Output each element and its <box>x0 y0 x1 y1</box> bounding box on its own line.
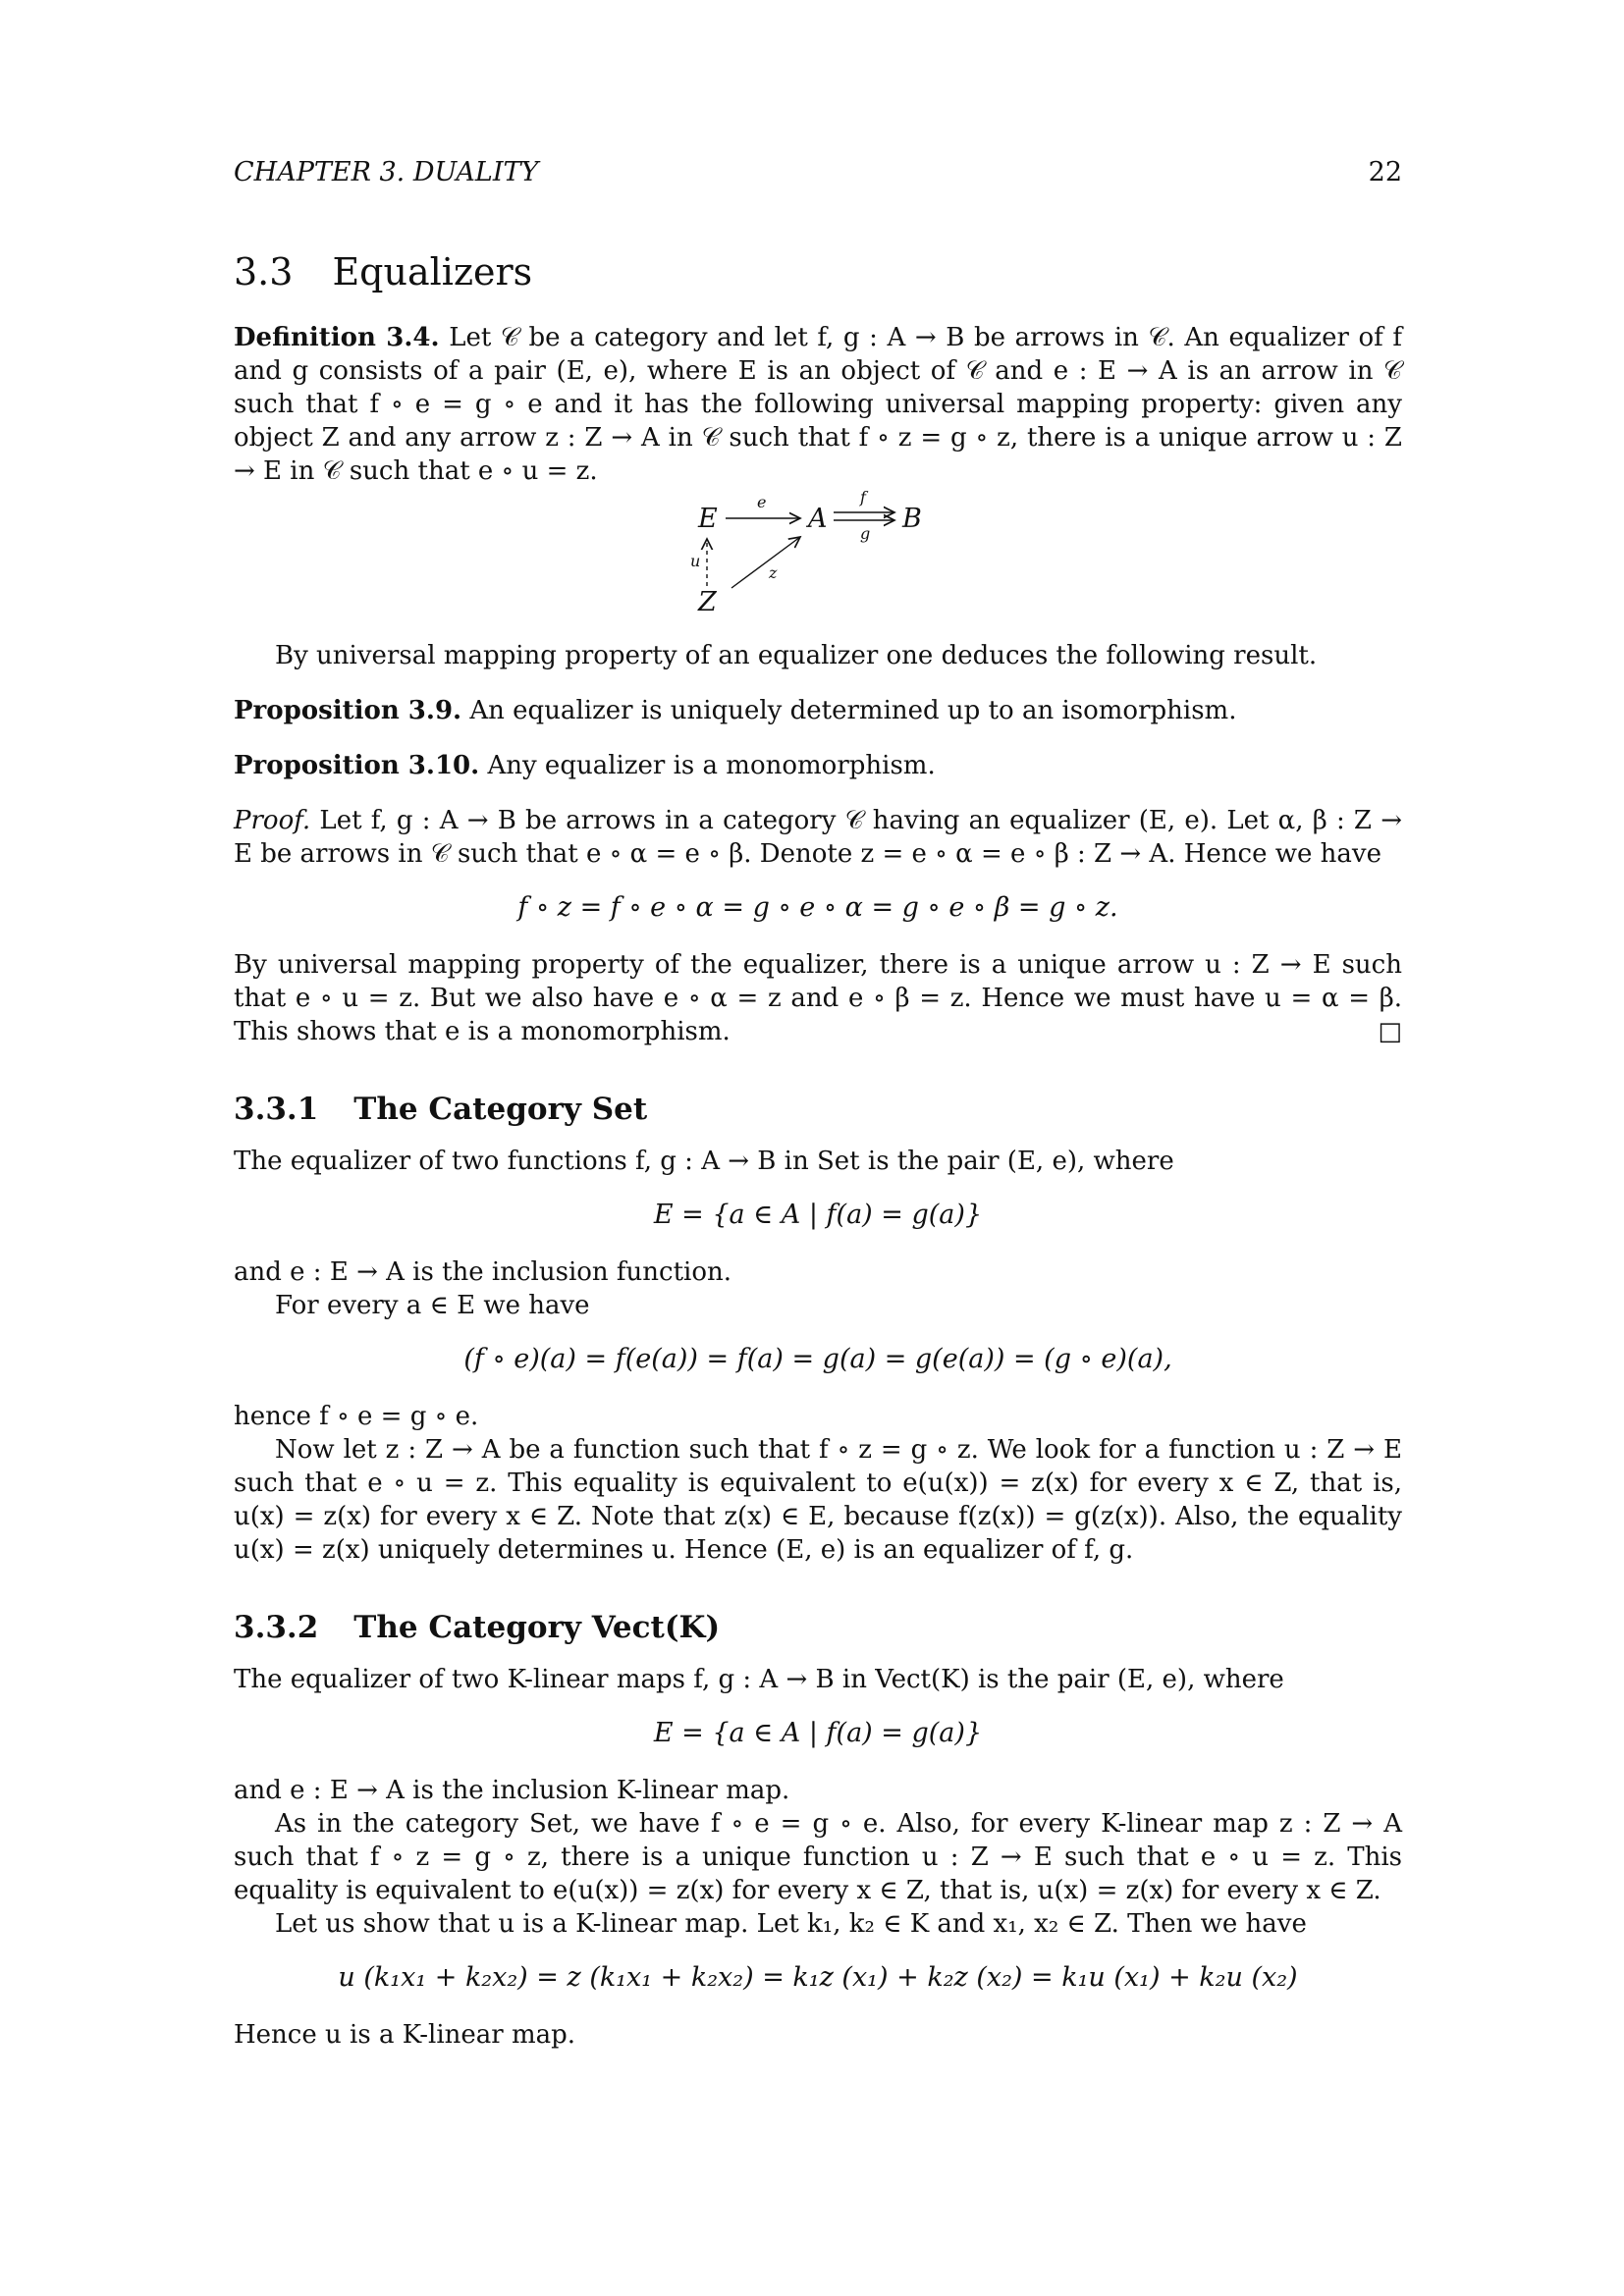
vect-linearity-intro: Let us show that u is a K-linear map. Let k₁, k₂ ∈ K and x₁, x₂ ∈ Z. Then we have <box>275 1909 1307 1939</box>
page-number: 22 <box>1368 157 1402 187</box>
proof-display-equation: f ∘ z = f ∘ e ∘ α = g ∘ e ∘ α = g ∘ e ∘ β = g ∘ z. <box>517 892 1118 923</box>
proposition-3-10 <box>234 749 1402 782</box>
proof-paragraph-1 <box>234 804 1402 871</box>
label-u: u <box>690 552 701 570</box>
running-title: CHAPTER 3. DUALITY <box>234 157 539 187</box>
running-header <box>234 157 1402 187</box>
node-B: B <box>902 504 922 534</box>
proposition-3-9-text: An equalizer is uniquely determined up to an isomorphism. <box>469 696 1237 725</box>
set-inclusion: and e : E → A is the inclusion function. <box>234 1257 732 1287</box>
set-composition-equation: (f ∘ e)(a) = f(e(a)) = f(a) = g(a) = g(e(a)) = (g ∘ e)(a), <box>463 1344 1172 1374</box>
arrow-z <box>731 537 800 588</box>
vect-linearity-equation: u (k₁x₁ + k₂x₂) = z (k₁x₁ + k₂x₂) = k₁z (x₁) + k₂z (x₂) = k₁u (x₁) + k₂u (x₂) <box>338 1962 1298 1993</box>
node-E: E <box>698 504 718 534</box>
subsection-title: The Category Set <box>353 1092 648 1127</box>
set-for-every: For every a ∈ E we have <box>275 1291 590 1320</box>
equalizer-diagram <box>234 488 1402 615</box>
vect-uniqueness-paragraph: As in the category Set, we have f ∘ e = g ∘ e. Also, for every K-linear map z : Z → A such that f ∘ z = g ∘ z, there is a unique function u : Z → E such that e ∘ u = z. This equality is equivalent to e(u(x)) = z(x) for every x ∈ Z, that is, u(x) = z(x) for every x ∈ Z. <box>234 1809 1402 1905</box>
subsection-3-3-2-heading <box>234 1610 1402 1645</box>
page <box>234 157 1402 2052</box>
proposition-3-10-text: Any equalizer is a monomorphism. <box>487 751 936 780</box>
definition-3-4 <box>234 321 1402 488</box>
label-f: f <box>860 488 866 507</box>
set-equalizer-definition: E = {a ∈ A | f(a) = g(a)} <box>653 1200 983 1230</box>
subsection-title: The Category Vect(K) <box>353 1610 721 1645</box>
node-Z: Z <box>698 587 717 615</box>
proposition-3-9 <box>234 694 1402 727</box>
label-g: g <box>860 524 871 543</box>
subsection-number: 3.3.2 <box>234 1610 319 1645</box>
proof-paragraph-2 <box>234 948 1402 1048</box>
vect-equalizer-definition: E = {a ∈ A | f(a) = g(a)} <box>653 1718 983 1748</box>
vect-intro: The equalizer of two K-linear maps f, g : A → B in Vect(K) is the pair (E, e), where <box>234 1665 1284 1694</box>
set-uniqueness-paragraph: Now let z : Z → A be a function such that f ∘ z = g ∘ z. We look for a function u : Z → E such that e ∘ u = z. This equality is equivalent to e(u(x)) = z(x) for every x ∈ Z, that is, u(x) = z(x) for every x ∈ Z. Note that z(x) ∈ E, because f(z(x)) = g(z(x)). Also, the equality u(x) = z(x) uniquely determines u. Hence (E, e) is an equalizer of f, g. <box>234 1435 1402 1565</box>
vect-conclusion: Hence u is a K-linear map. <box>234 2020 576 2050</box>
section-heading <box>234 250 1402 294</box>
qed-symbol: □ <box>1378 1017 1402 1046</box>
node-A: A <box>808 504 828 534</box>
subsection-number: 3.3.1 <box>234 1092 319 1127</box>
set-intro: The equalizer of two functions f, g : A → B in Set is the pair (E, e), where <box>234 1147 1174 1176</box>
section-number: 3.3 <box>234 250 294 294</box>
proposition-3-10-label: Proposition 3.10. <box>234 751 480 780</box>
proposition-3-9-label: Proposition 3.9. <box>234 696 462 725</box>
label-e: e <box>757 493 767 511</box>
subsection-3-3-1-heading <box>234 1092 1402 1127</box>
vect-inclusion: and e : E → A is the inclusion K-linear map. <box>234 1776 790 1805</box>
label-z: z <box>769 563 778 582</box>
section-title: Equalizers <box>332 250 533 294</box>
universal-property-paragraph: By universal mapping property of an equalizer one deduces the following result. <box>275 641 1318 670</box>
proof-text-2: By universal mapping property of the equalizer, there is a unique arrow u : Z → E such that e ∘ u = z. But we also have e ∘ α = z and e ∘ β = z. Hence we must have u = α = β. This shows that e is a monomorphism. <box>234 950 1402 1046</box>
definition-text: Let 𝒞 be a category and let f, g : A → B be arrows in 𝒞. An equalizer of f and g consists of a pair (E, e), where E is an object of 𝒞 and e : E → A is an arrow in 𝒞 such that f ∘ e = g ∘ e and it has the following universal mapping property: given any object Z and any arrow z : Z → A in 𝒞 such that f ∘ z = g ∘ z, there is a unique arrow u : Z → E in 𝒞 such that e ∘ u = z. <box>234 323 1403 486</box>
proof-label: Proof. <box>234 806 311 835</box>
proof-text-1: Let f, g : A → B be arrows in a category 𝒞 having an equalizer (E, e). Let α, β : Z → E be arrows in 𝒞 such that e ∘ α = e ∘ β. Denote z = e ∘ α = e ∘ β : Z → A. Hence we have <box>234 806 1402 869</box>
set-hence: hence f ∘ e = g ∘ e. <box>234 1402 479 1431</box>
definition-label: Definition 3.4. <box>234 323 440 352</box>
